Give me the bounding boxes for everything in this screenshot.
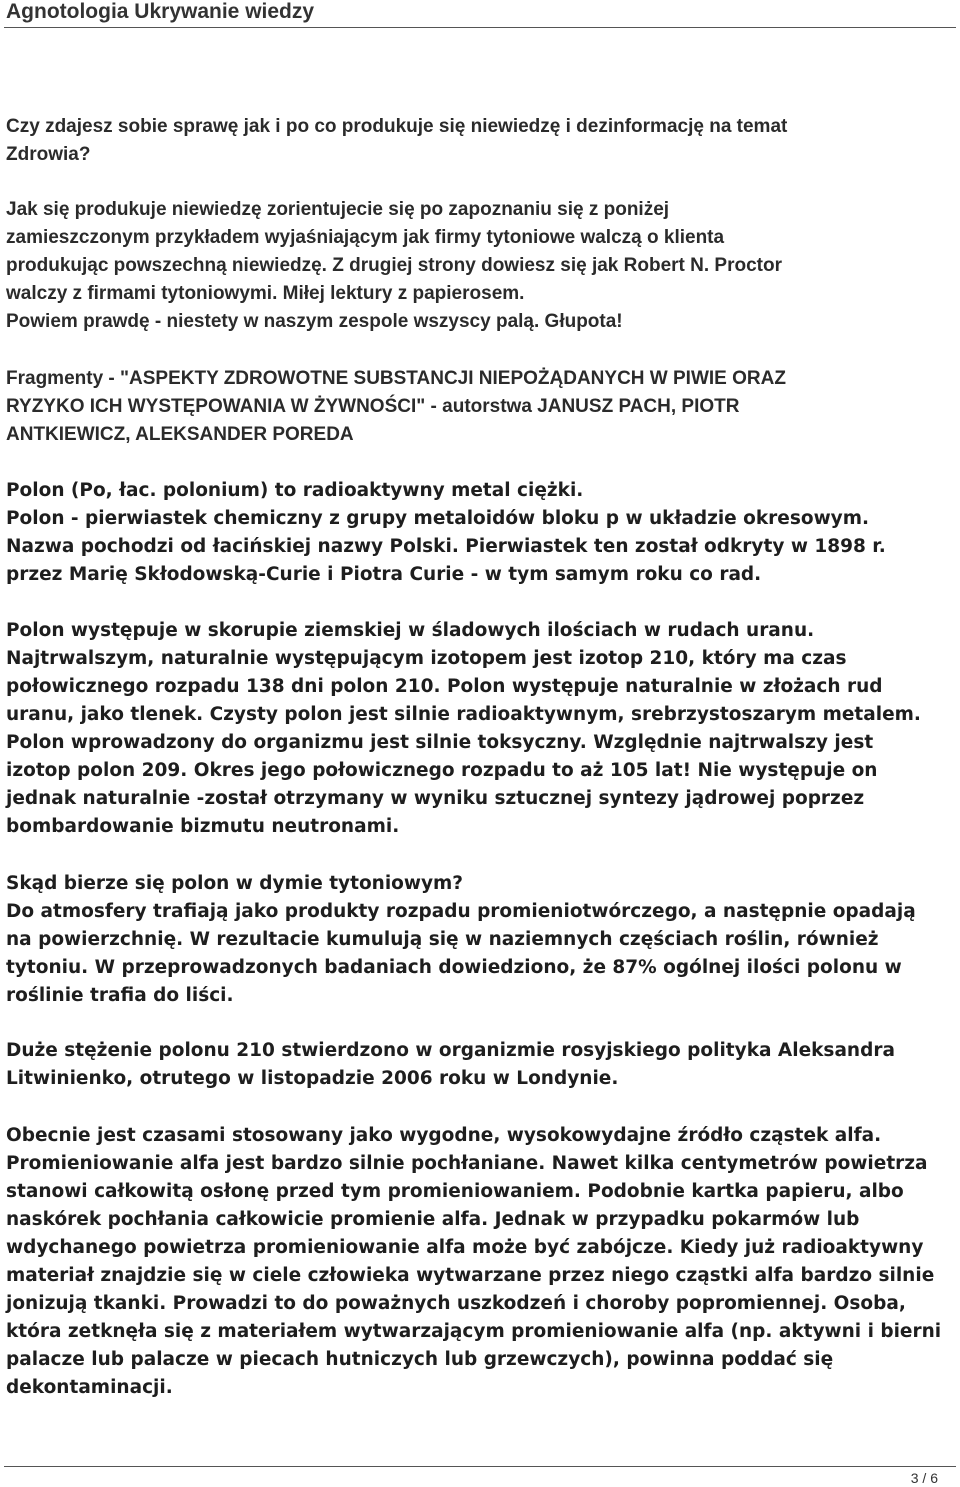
text-line: izotop polon 209. Okres jego połowicznego rozpadu to aż 105 lat! Nie występuje on [6, 760, 878, 781]
text-line: zamieszczonym przykładem wyjaśniającym jak firmy tytoniowe walczą o klienta [6, 227, 725, 248]
text-line: palacze lub palacze w piecach hutniczych lub grzewczych), powinna poddać się [6, 1349, 834, 1370]
text-line: Czy zdajesz sobie sprawę jak i po co produkuje się niewiedzę i dezinformację na temat [6, 116, 788, 137]
polon-occurrence [6, 617, 954, 841]
header-divider [4, 27, 956, 28]
text-line: Nazwa pochodzi od łacińskiej nazwy Polski. Pierwiastek ten został odkryty w 1898 r. [6, 536, 886, 557]
text-line: RYZYKO ICH WYSTĘPOWANIA W ŻYWNOŚCI" - autorstwa JANUSZ PACH, PIOTR [6, 396, 740, 417]
text-line: walczy z firmami tytoniowymi. Miłej lektury z papierosem. [6, 283, 525, 304]
text-line: jednak naturalnie -został otrzymany w wyniku sztucznej syntezy jądrowej poprzez [6, 788, 865, 809]
text-line: dekontaminacji. [6, 1377, 173, 1398]
text-line: Promieniowanie alfa jest bardzo silnie pochłaniane. Nawet kilka centymetrów powietrza [6, 1153, 928, 1174]
text-line: Obecnie jest czasami stosowany jako wygodne, wysokowydajne źródło cząstek alfa. [6, 1125, 882, 1146]
litvinenko-paragraph [6, 1037, 954, 1093]
page-number: 3 / 6 [910, 1470, 938, 1486]
polon-in-smoke [6, 870, 954, 1010]
page-header-title: Agnotologia Ukrywanie wiedzy [6, 0, 315, 23]
text-line: Polon występuje w skorupie ziemskiej w śladowych ilościach w rudach uranu. [6, 620, 815, 641]
text-line: wdychanego powietrza promieniowanie alfa może być zabójcze. Kiedy już radioaktywny [6, 1237, 924, 1258]
text-line: Powiem prawdę - niestety w naszym zespole wszyscy palą. Głupota! [6, 311, 623, 332]
text-line: połowicznego rozpadu 138 dni polon 210. Polon występuje naturalnie w złożach rud [6, 676, 883, 697]
text-line: Polon - pierwiastek chemiczny z grupy metaloidów bloku p w układzie okresowym. [6, 508, 870, 529]
text-line: produkując powszechną niewiedzę. Z drugiej strony dowiesz się jak Robert N. Proctor [6, 255, 782, 276]
text-line: tytoniu. W przeprowadzonych badaniach dowiedziono, że 87% ogólnej ilości polonu w [6, 957, 902, 978]
text-line: Skąd bierze się polon w dymie tytoniowym? [6, 873, 464, 894]
text-line: bombardowanie bizmutu neutronami. [6, 816, 400, 837]
text-line: na powierzchnię. W rezultacie kumulują się w naziemnych częściach roślin, również [6, 929, 879, 950]
text-line: Litwinienko, otrutego w listopadzie 2006 roku w Londynie. [6, 1068, 619, 1089]
text-line: Zdrowia? [6, 144, 91, 165]
text-line: która zetknęła się z materiałem wytwarzającym promieniowanie alfa (np. aktywni i bierni [6, 1321, 942, 1342]
text-line: Jak się produkuje niewiedzę zorientujecie się po zapoznaniu się z poniżej [6, 199, 670, 220]
intro-body [6, 196, 954, 336]
polon-definition [6, 477, 954, 589]
text-line: Duże stężenie polonu 210 stwierdzono w organizmie rosyjskiego polityka Aleksandra [6, 1040, 895, 1061]
fragment-heading [6, 365, 954, 449]
text-line: jonizują tkanki. Prowadzi to do poważnych uszkodzeń i choroby popromiennej. Osoba, [6, 1293, 906, 1314]
text-line: stanowi całkowitą osłonę przed tym promieniowaniem. Podobnie kartka papieru, albo [6, 1181, 904, 1202]
text-line: Najtrwalszym, naturalnie występującym izotopem jest izotop 210, który ma czas [6, 648, 847, 669]
text-line: ANTKIEWICZ, ALEKSANDER POREDA [6, 424, 354, 445]
alpha-radiation-paragraph [6, 1122, 954, 1402]
text-line: uranu, jako tlenek. Czysty polon jest silnie radioaktywnym, srebrzystoszarym metalem. [6, 704, 921, 725]
text-line: naskórek pochłania całkowicie promienie alfa. Jednak w przypadku pokarmów lub [6, 1209, 860, 1230]
text-line: materiał znajdzie się w ciele człowieka wytwarzane przez niego cząstki alfa bardzo silnie [6, 1265, 935, 1286]
footer-divider [4, 1466, 956, 1467]
text-line: Fragmenty - "ASPEKTY ZDROWOTNE SUBSTANCJI NIEPOŻĄDANYCH W PIWIE ORAZ [6, 368, 786, 389]
text-line: Do atmosfery trafiają jako produkty rozpadu promieniotwórczego, a następnie opadają [6, 901, 916, 922]
text-line: roślinie trafia do liści. [6, 985, 234, 1006]
text-line: Polon (Po, łac. polonium) to radioaktywny metal ciężki. [6, 480, 584, 501]
text-line: przez Marię Skłodowską-Curie i Piotra Curie - w tym samym roku co rad. [6, 564, 762, 585]
text-line: Polon wprowadzony do organizmu jest silnie toksyczny. Względnie najtrwalszy jest [6, 732, 874, 753]
intro-question [6, 113, 954, 169]
